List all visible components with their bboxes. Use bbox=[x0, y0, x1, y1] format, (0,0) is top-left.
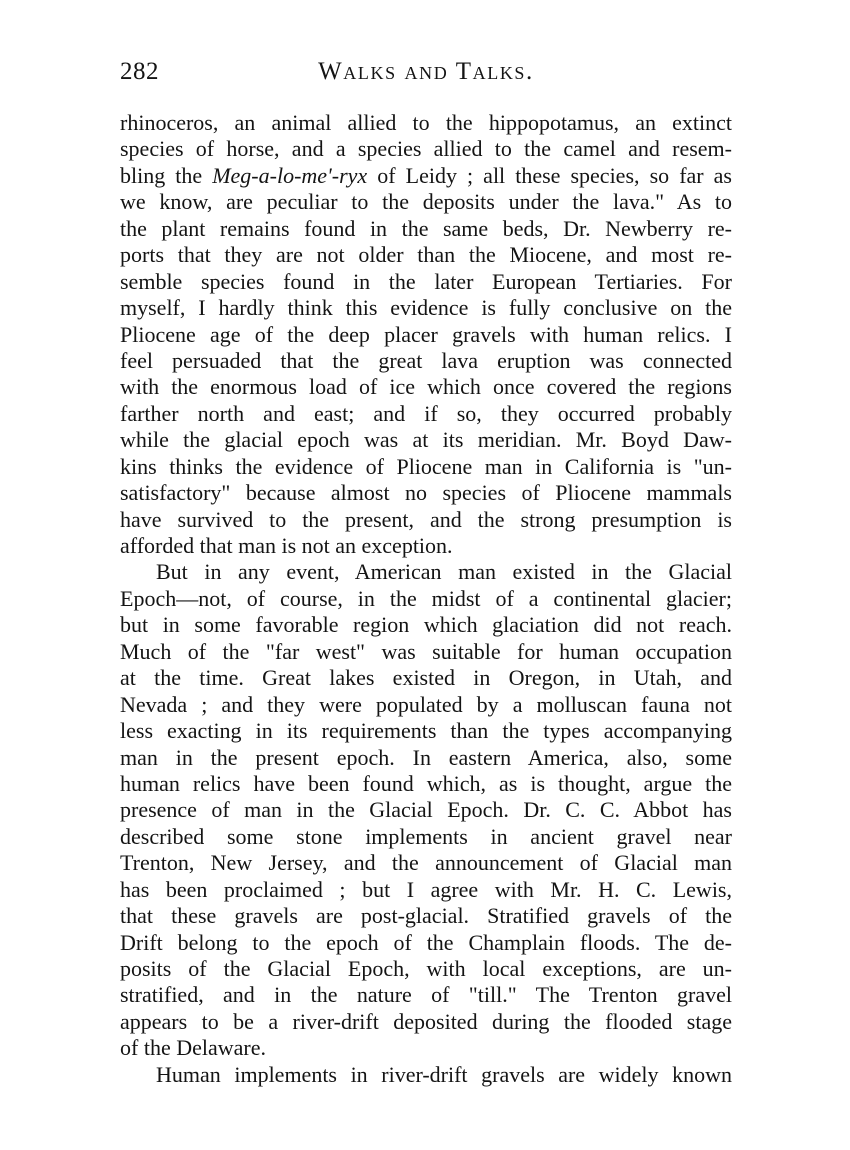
text-line: myself, I hardly think this evidence is fully conclusive on the bbox=[120, 295, 732, 321]
text-line: But in any event, American man existed in the Glacial bbox=[156, 559, 732, 585]
text-line: afforded that man is not an exception. bbox=[120, 533, 453, 558]
page-number: 282 bbox=[120, 58, 159, 85]
text-line: Trenton, New Jersey, and the announcement of Glacial man bbox=[120, 850, 732, 876]
text-line: Much of the "far west" was suitable for human occupation bbox=[120, 638, 732, 664]
text-line: Epoch—not, of course, in the midst of a continental glacier; bbox=[120, 585, 732, 611]
text-line: Pliocene age of the deep placer gravels with human relics. I bbox=[120, 321, 732, 347]
text-line: satisfactory" because almost no species of Pliocene mammals bbox=[120, 480, 732, 506]
text-line: Nevada ; and they were populated by a molluscan fauna not bbox=[120, 691, 732, 717]
text-line: semble species found in the later European Tertiaries. For bbox=[120, 268, 732, 294]
text-segment: of Leidy ; all these species, so far as bbox=[367, 162, 732, 188]
text-line: described some stone implements in ancient gravel near bbox=[120, 823, 732, 849]
text-line: of the Delaware. bbox=[120, 1035, 266, 1061]
text-line: less exacting in its requirements than the types accompanying bbox=[120, 718, 732, 744]
text-line: appears to be a river-drift deposited during the flooded stage bbox=[120, 1008, 732, 1034]
text-line: have survived to the present, and the strong presumption is bbox=[120, 506, 732, 532]
text-line: ports that they are not older than the Miocene, and most re- bbox=[120, 242, 732, 268]
page-header bbox=[120, 56, 732, 96]
text-line: human relics have been found which, as is thought, argue the bbox=[120, 770, 732, 796]
text-line: we know, are peculiar to the deposits under the lava." As to bbox=[120, 189, 732, 215]
text-line: presence of man in the Glacial Epoch. Dr. C. C. Abbot has bbox=[120, 797, 732, 823]
text-line: stratified, and in the nature of "till." The Trenton gravel bbox=[120, 982, 732, 1008]
italic-term: Meg-a-lo-me'-ryx bbox=[212, 162, 368, 188]
text-segment: bling the bbox=[120, 162, 213, 188]
text-line: Human implements in river-drift gravels are widely known bbox=[156, 1061, 732, 1087]
body-text bbox=[120, 110, 732, 1088]
text-line: rhinoceros, an animal allied to the hippopotamus, an extinct bbox=[120, 110, 732, 135]
text-line: farther north and east; and if so, they occurred probably bbox=[120, 400, 732, 426]
text-line: man in the present epoch. In eastern America, also, some bbox=[120, 744, 732, 770]
text-line: but in some favorable region which glaciation did not reach. bbox=[120, 612, 732, 638]
text-line: Drift belong to the epoch of the Champlain floods. The de- bbox=[120, 929, 732, 955]
text-line bbox=[120, 163, 732, 189]
text-line: posits of the Glacial Epoch, with local exceptions, are un- bbox=[120, 956, 732, 981]
text-line: feel persuaded that the great lava eruption was connected bbox=[120, 347, 732, 373]
text-line: while the glacial epoch was at its meridian. Mr. Boyd Daw- bbox=[120, 427, 732, 453]
text-line: species of horse, and a species allied to the camel and resem- bbox=[120, 136, 732, 162]
text-line: at the time. Great lakes existed in Oregon, in Utah, and bbox=[120, 665, 732, 691]
text-line: that these gravels are post-glacial. Stratified gravels of the bbox=[120, 903, 732, 929]
text-line: kins thinks the evidence of Pliocene man in California is "un- bbox=[120, 453, 732, 479]
text-line: the plant remains found in the same beds, Dr. Newberry re- bbox=[120, 215, 732, 241]
text-line: with the enormous load of ice which once covered the regions bbox=[120, 374, 732, 400]
text-line: has been proclaimed ; but I agree with Mr. H. C. Lewis, bbox=[120, 876, 732, 902]
running-head: Walks and Talks. bbox=[318, 58, 534, 85]
